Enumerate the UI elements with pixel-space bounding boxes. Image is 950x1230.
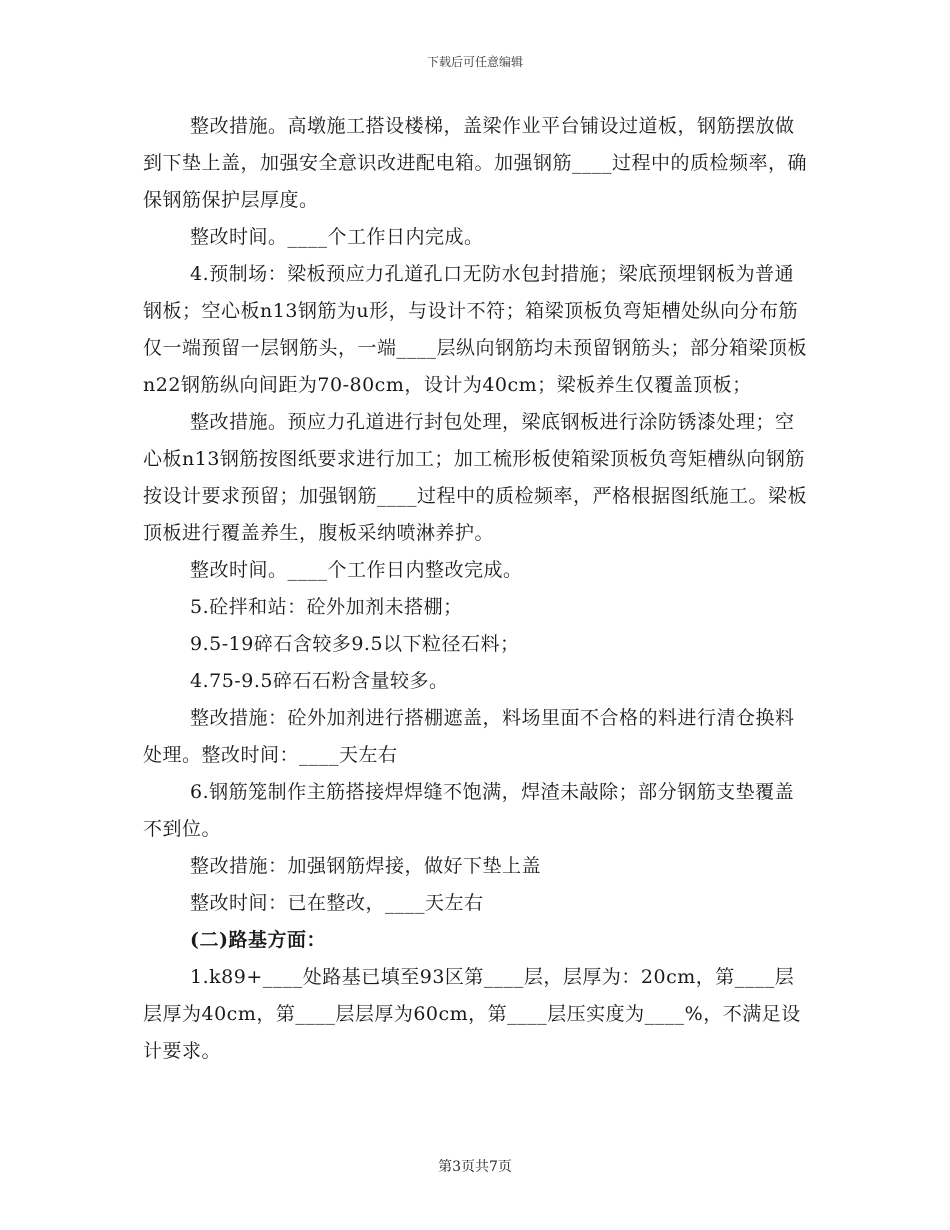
paragraph-2: 整改时间。____个工作日内完成。 (190, 226, 484, 248)
paragraph-7: 9.5-19碎石含较多9.5以下粒径石料； (190, 633, 520, 655)
paragraph-5: 整改时间。____个工作日内整改完成。 (190, 559, 523, 581)
page-header: 下载后可任意编辑 (426, 55, 523, 69)
paragraph-1: 整改措施。高墩施工搭设楼梯，盖梁作业平台铺设过道板，钢筋摆放做到下垫上盖，加强安全意识改进配电箱。加强钢筋____过程中的质检频率，确保钢筋保护层厚度。 (143, 115, 808, 211)
paragraph-3: 4.预制场：梁板预应力孔道孔口无防水包封措施；梁底预埋钢板为普通钢板；空心板n13钢筋为u形，与设计不符；箱梁顶板负弯矩槽处纵向分布筋仅一端预留一层钢筋头，一端____层纵向钢筋均未预留钢筋头；部分箱梁顶板n22钢筋纵向间距为70-80cm，设计为40cm；梁板养生仅覆盖顶板； (143, 263, 808, 396)
paragraph-14: 1.k89+____处路基已填至93区第____层，层厚为：20cm，第____层层厚为40cm，第____层层厚为60cm，第____层压实度为____%，不满足设计要求。 (143, 966, 801, 1062)
page-footer: 第3页共7页 (438, 1159, 512, 1175)
document-body (143, 108, 813, 1070)
section-heading: (二)路基方面： (190, 929, 326, 951)
paragraph-8: 4.75-9.5碎石石粉含量较多。 (190, 670, 449, 692)
paragraph-9: 整改措施：砼外加剂进行搭棚遮盖，料场里面不合格的料进行清仓换料处理。整改时间：____天左右 (143, 707, 795, 766)
paragraph-10: 6.钢筋笼制作主筋搭接焊焊缝不饱满，焊渣未敲除；部分钢筋支垫覆盖不到位。 (143, 781, 795, 840)
paragraph-4: 整改措施。预应力孔道进行封包处理，梁底钢板进行涂防锈漆处理；空心板n13钢筋按图纸要求进行加工；加工梳形板使箱梁顶板负弯矩槽纵向钢筋按设计要求预留；加强钢筋____过程中的质检频率，严格根据图纸施工。梁板顶板进行覆盖养生，腹板采纳喷淋养护。 (143, 411, 808, 544)
paragraph-12: 整改时间：已在整改，____天左右 (190, 892, 484, 914)
paragraph-6: 5.砼拌和站：砼外加剂未搭棚； (190, 596, 463, 618)
paragraph-11: 整改措施：加强钢筋焊接，做好下垫上盖 (190, 855, 542, 877)
